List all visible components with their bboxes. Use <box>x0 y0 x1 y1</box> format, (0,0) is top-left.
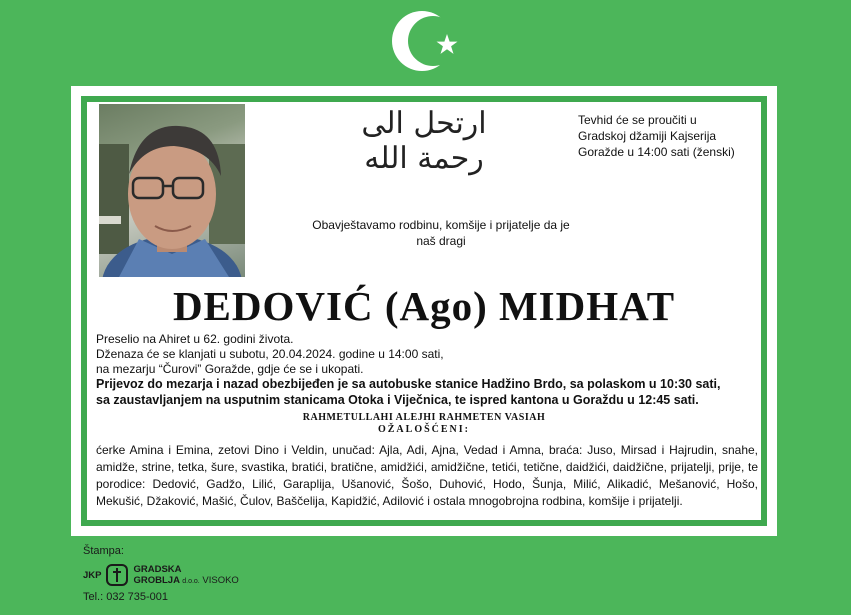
arabic-calligraphy: ارتحل الى رحمة الله <box>361 106 487 176</box>
transport-line: sa zaustavljanjem na usputnim stanicama Otoka i Viječnica, te ispred kantona u Goraždu u 12:45 sati. <box>96 393 699 407</box>
tevhid-notice <box>578 112 768 160</box>
city-text: VISOKO <box>202 574 239 586</box>
portrait-photo <box>99 104 245 277</box>
stampa-label: Štampa: <box>83 545 124 557</box>
funeral-info <box>96 332 761 377</box>
intro-line: naš dragi <box>416 234 466 248</box>
jkp-label: JKP <box>83 569 102 581</box>
info-line: na mezarju “Čurovi” Goražde, gdje će se i ukopati. <box>96 362 364 376</box>
obituary-sheet <box>71 86 777 536</box>
tevhid-line: Tevhid će se proučiti u <box>578 113 697 127</box>
intro-text <box>276 217 606 249</box>
mourners-list: ćerke Amina i Emina, zetovi Dino i Veldin, unučad: Ajla, Adi, Ajna, Vedad i Amna, braća: Juso, Mirsad i Hajrudin, snahe, amidže, strine, tetka, šure, svastika, bratići, bratične, amidžići, amidžične, tetići, tetične, daidžići, daidžične, prijatelji, prije, te porodice: Dedović, Gadžo, Lilić, Garaplija, Ušanović, Šošo, Duhović, Hodo, Šunja, Milić, Alikadić, Mešanović, Hošo, Mekušić, Džaković, Mašić, Čulov, Baščelija, Kapidžić, Adilović i ostala mnogobrojna rodbina, komšije i prijatelji. <box>96 443 758 508</box>
doo-text: d.o.o. <box>182 577 200 585</box>
groblja-word: GROBLJA <box>133 574 180 586</box>
transport-line: Prijevoz do mezarja i nazad obezbijeđen je sa autobuske stanice Hadžino Brdo, sa polaskom u 10:30 sati, <box>96 377 721 391</box>
intro-line: Obavještavamo rodbinu, komšije i prijatelje da je <box>312 218 570 232</box>
phone-number: Tel.: 032 735-001 <box>83 591 169 603</box>
rahmet-line: RAHMETULLAHI ALEJHI RAHMETEN VASIAH <box>302 412 546 423</box>
logo-text <box>133 564 238 587</box>
printer-footer <box>83 545 239 603</box>
gradska-text: GRADSKA <box>133 563 182 575</box>
info-line: Preselio na Ahiret u 62. godini života. <box>96 332 294 346</box>
printer-logo <box>83 563 239 587</box>
deceased-name: DEDOVIĆ (Ago) MIDHAT <box>172 283 676 329</box>
transport-info <box>96 376 761 408</box>
info-line: Dženaza će se klanjati u subotu, 20.04.2024. godine u 14:00 sati, <box>96 347 444 361</box>
cemetery-logo-icon <box>105 563 129 587</box>
tevhid-line: Goražde u 14:00 sati (ženski) <box>578 145 735 159</box>
tevhid-line: Gradskoj džamiji Kajserija <box>578 129 717 143</box>
ozaloseni-heading: OŽALOŠĆENI: <box>377 424 470 435</box>
crescent-star-icon <box>392 8 462 74</box>
groblja-text <box>133 575 238 587</box>
